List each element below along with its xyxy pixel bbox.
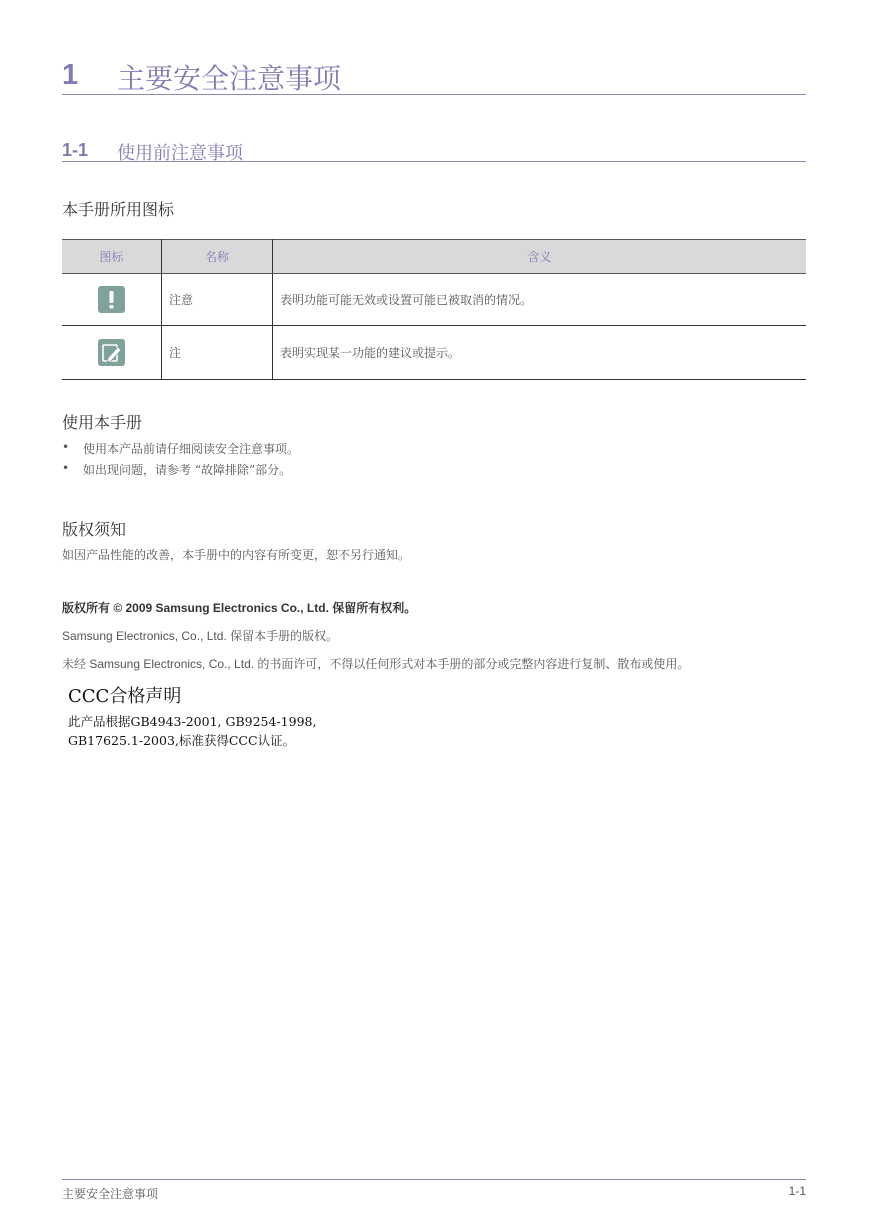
copyright-notice: 如因产品性能的改善，本手册中的内容有所变更，恕不另行通知。: [62, 548, 411, 562]
chapter-number: 1: [62, 59, 79, 91]
table-row: [62, 274, 806, 326]
list-item-text: 使用本产品前请仔细阅读安全注意事项。: [83, 442, 300, 456]
copyright-line: 版权所有 © 2009 Samsung Electronics Co., Ltd. 保留所有权利。: [62, 601, 417, 615]
header-icon: 图标: [62, 240, 162, 274]
icons-heading: 本手册所用图标: [62, 200, 175, 219]
note-icon: [98, 339, 125, 366]
icon-table: [62, 239, 806, 380]
bullet-icon: •: [62, 440, 70, 454]
header-name: 名称: [162, 240, 273, 274]
usage-heading: 使用本手册: [62, 413, 143, 432]
meaning-cell: 表明实现某一功能的建议或提示。: [273, 326, 807, 380]
copyright-restriction: 未经 Samsung Electronics, Co., Ltd. 的书面许可，不得以任何形式对本手册的部分或完整内容进行复制、散布或使用。: [62, 657, 690, 671]
table-row: [62, 326, 806, 380]
section-number: 1-1: [62, 140, 89, 160]
header-meaning: 含义: [273, 240, 807, 274]
ccc-line: GB17625.1-2003,标准获得CCC认证。: [68, 733, 296, 748]
icon-cell: [62, 274, 162, 326]
footer-divider: [62, 1179, 806, 1180]
section-heading: [62, 137, 806, 162]
ccc-line: 此产品根据GB4943-2001, GB9254-1998,: [68, 714, 317, 729]
caution-icon: [98, 286, 125, 313]
chapter-title: 主要安全注意事项: [117, 62, 342, 95]
meaning-cell: 表明功能可能无效或设置可能已被取消的情况。: [273, 274, 807, 326]
copyright-owner: Samsung Electronics, Co., Ltd. 保留本手册的版权。: [62, 629, 339, 643]
bullet-icon: •: [62, 461, 70, 475]
list-item-text: 如出现问题，请参考 “故障排除”部分。: [83, 463, 292, 477]
name-cell: 注: [162, 326, 273, 380]
ccc-heading: CCC合格声明: [68, 686, 182, 707]
table-header-row: [62, 240, 806, 274]
chapter-heading: [62, 52, 806, 95]
page-number: 1-1: [788, 1184, 806, 1198]
section-title: 使用前注意事项: [117, 143, 243, 164]
icon-cell: [62, 326, 162, 380]
name-cell: 注意: [162, 274, 273, 326]
footer-title: 主要安全注意事项: [62, 1187, 159, 1201]
copyright-heading: 版权须知: [62, 520, 127, 539]
